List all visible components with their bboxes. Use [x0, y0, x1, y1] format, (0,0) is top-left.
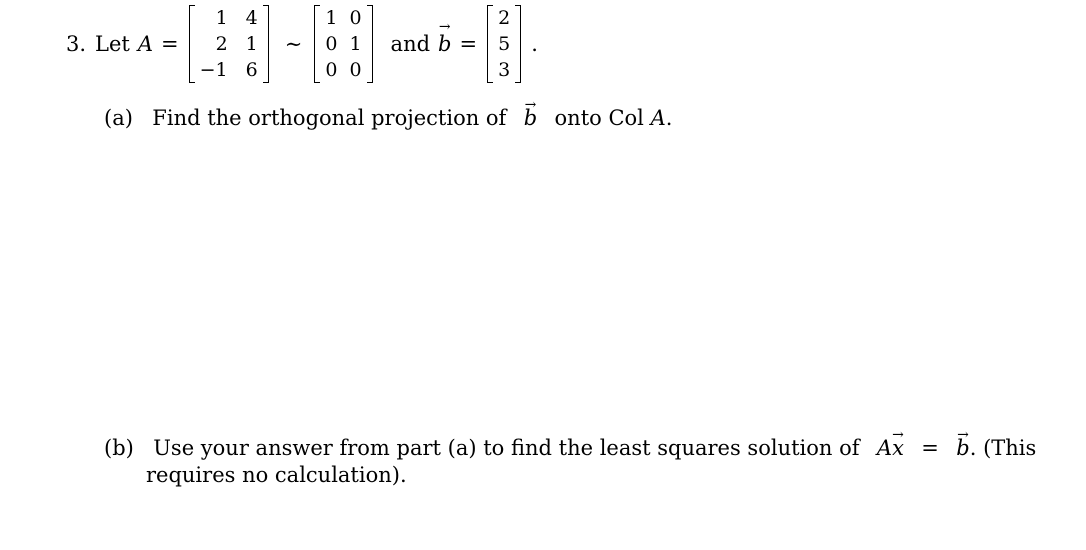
vector-cell: 3 — [498, 59, 511, 81]
matrix-reduced — [314, 5, 372, 83]
part-a-label: (a) — [104, 106, 133, 130]
similar-sign: ∼ — [284, 32, 303, 56]
matrix-a-col-2 — [242, 5, 262, 83]
matrix-a-col-1 — [196, 5, 242, 83]
let-word: Let — [95, 32, 130, 56]
matrix-cell: 2 — [215, 33, 228, 55]
equals-sign-b: = — [459, 32, 478, 56]
matrix-cell: 4 — [245, 7, 258, 29]
matrix-cell: 1 — [245, 33, 258, 55]
part-a — [104, 104, 672, 133]
problem-number: 3. — [66, 32, 87, 56]
vector-b-symbol: → b — [438, 32, 451, 56]
statement-period: . — [531, 32, 538, 56]
matrix-a-symbol: A — [650, 106, 666, 130]
part-b-line-2: requires no calculation). — [146, 463, 407, 487]
vector-cell: 2 — [498, 7, 511, 29]
matrix-a-symbol: A — [876, 436, 893, 460]
matrix-cell: 1 — [349, 33, 362, 55]
matrix-cell: 1 — [215, 7, 228, 29]
equals-sign: = — [161, 32, 179, 56]
matrix-cell: −1 — [199, 59, 228, 81]
matrix-cell: 0 — [325, 59, 338, 81]
matrix-cell: 0 — [349, 59, 362, 81]
vector-b — [487, 5, 521, 83]
part-b-text: Use your answer from part (a) to find the least squares solution of — [153, 436, 860, 460]
and-word: and — [390, 32, 431, 56]
equals-sign: = — [921, 436, 939, 460]
part-a-text: Find the orthogonal projection of — [152, 106, 507, 130]
vector-cell: 5 — [498, 33, 511, 55]
matrix-cell: 0 — [325, 33, 338, 55]
vector-x-symbol: → x — [892, 434, 904, 463]
matrix-cell: 1 — [325, 7, 338, 29]
part-b — [104, 434, 1036, 463]
vector-b-symbol: → b — [524, 104, 537, 133]
part-a-end: . — [665, 106, 673, 130]
part-b-label: (b) — [104, 436, 134, 460]
matrix-reduced-col-2 — [345, 5, 365, 83]
part-a-text-after: onto Col — [554, 106, 644, 130]
part-b-text-after: . (This — [969, 436, 1037, 460]
matrix-cell: 6 — [245, 59, 258, 81]
matrix-a-symbol: A — [137, 32, 154, 56]
vector-b-col — [494, 5, 514, 83]
matrix-cell: 0 — [349, 7, 362, 29]
matrix-a — [189, 5, 269, 83]
problem-statement — [66, 4, 538, 84]
vector-b-symbol: → b — [956, 434, 969, 463]
matrix-reduced-col-1 — [321, 5, 345, 83]
